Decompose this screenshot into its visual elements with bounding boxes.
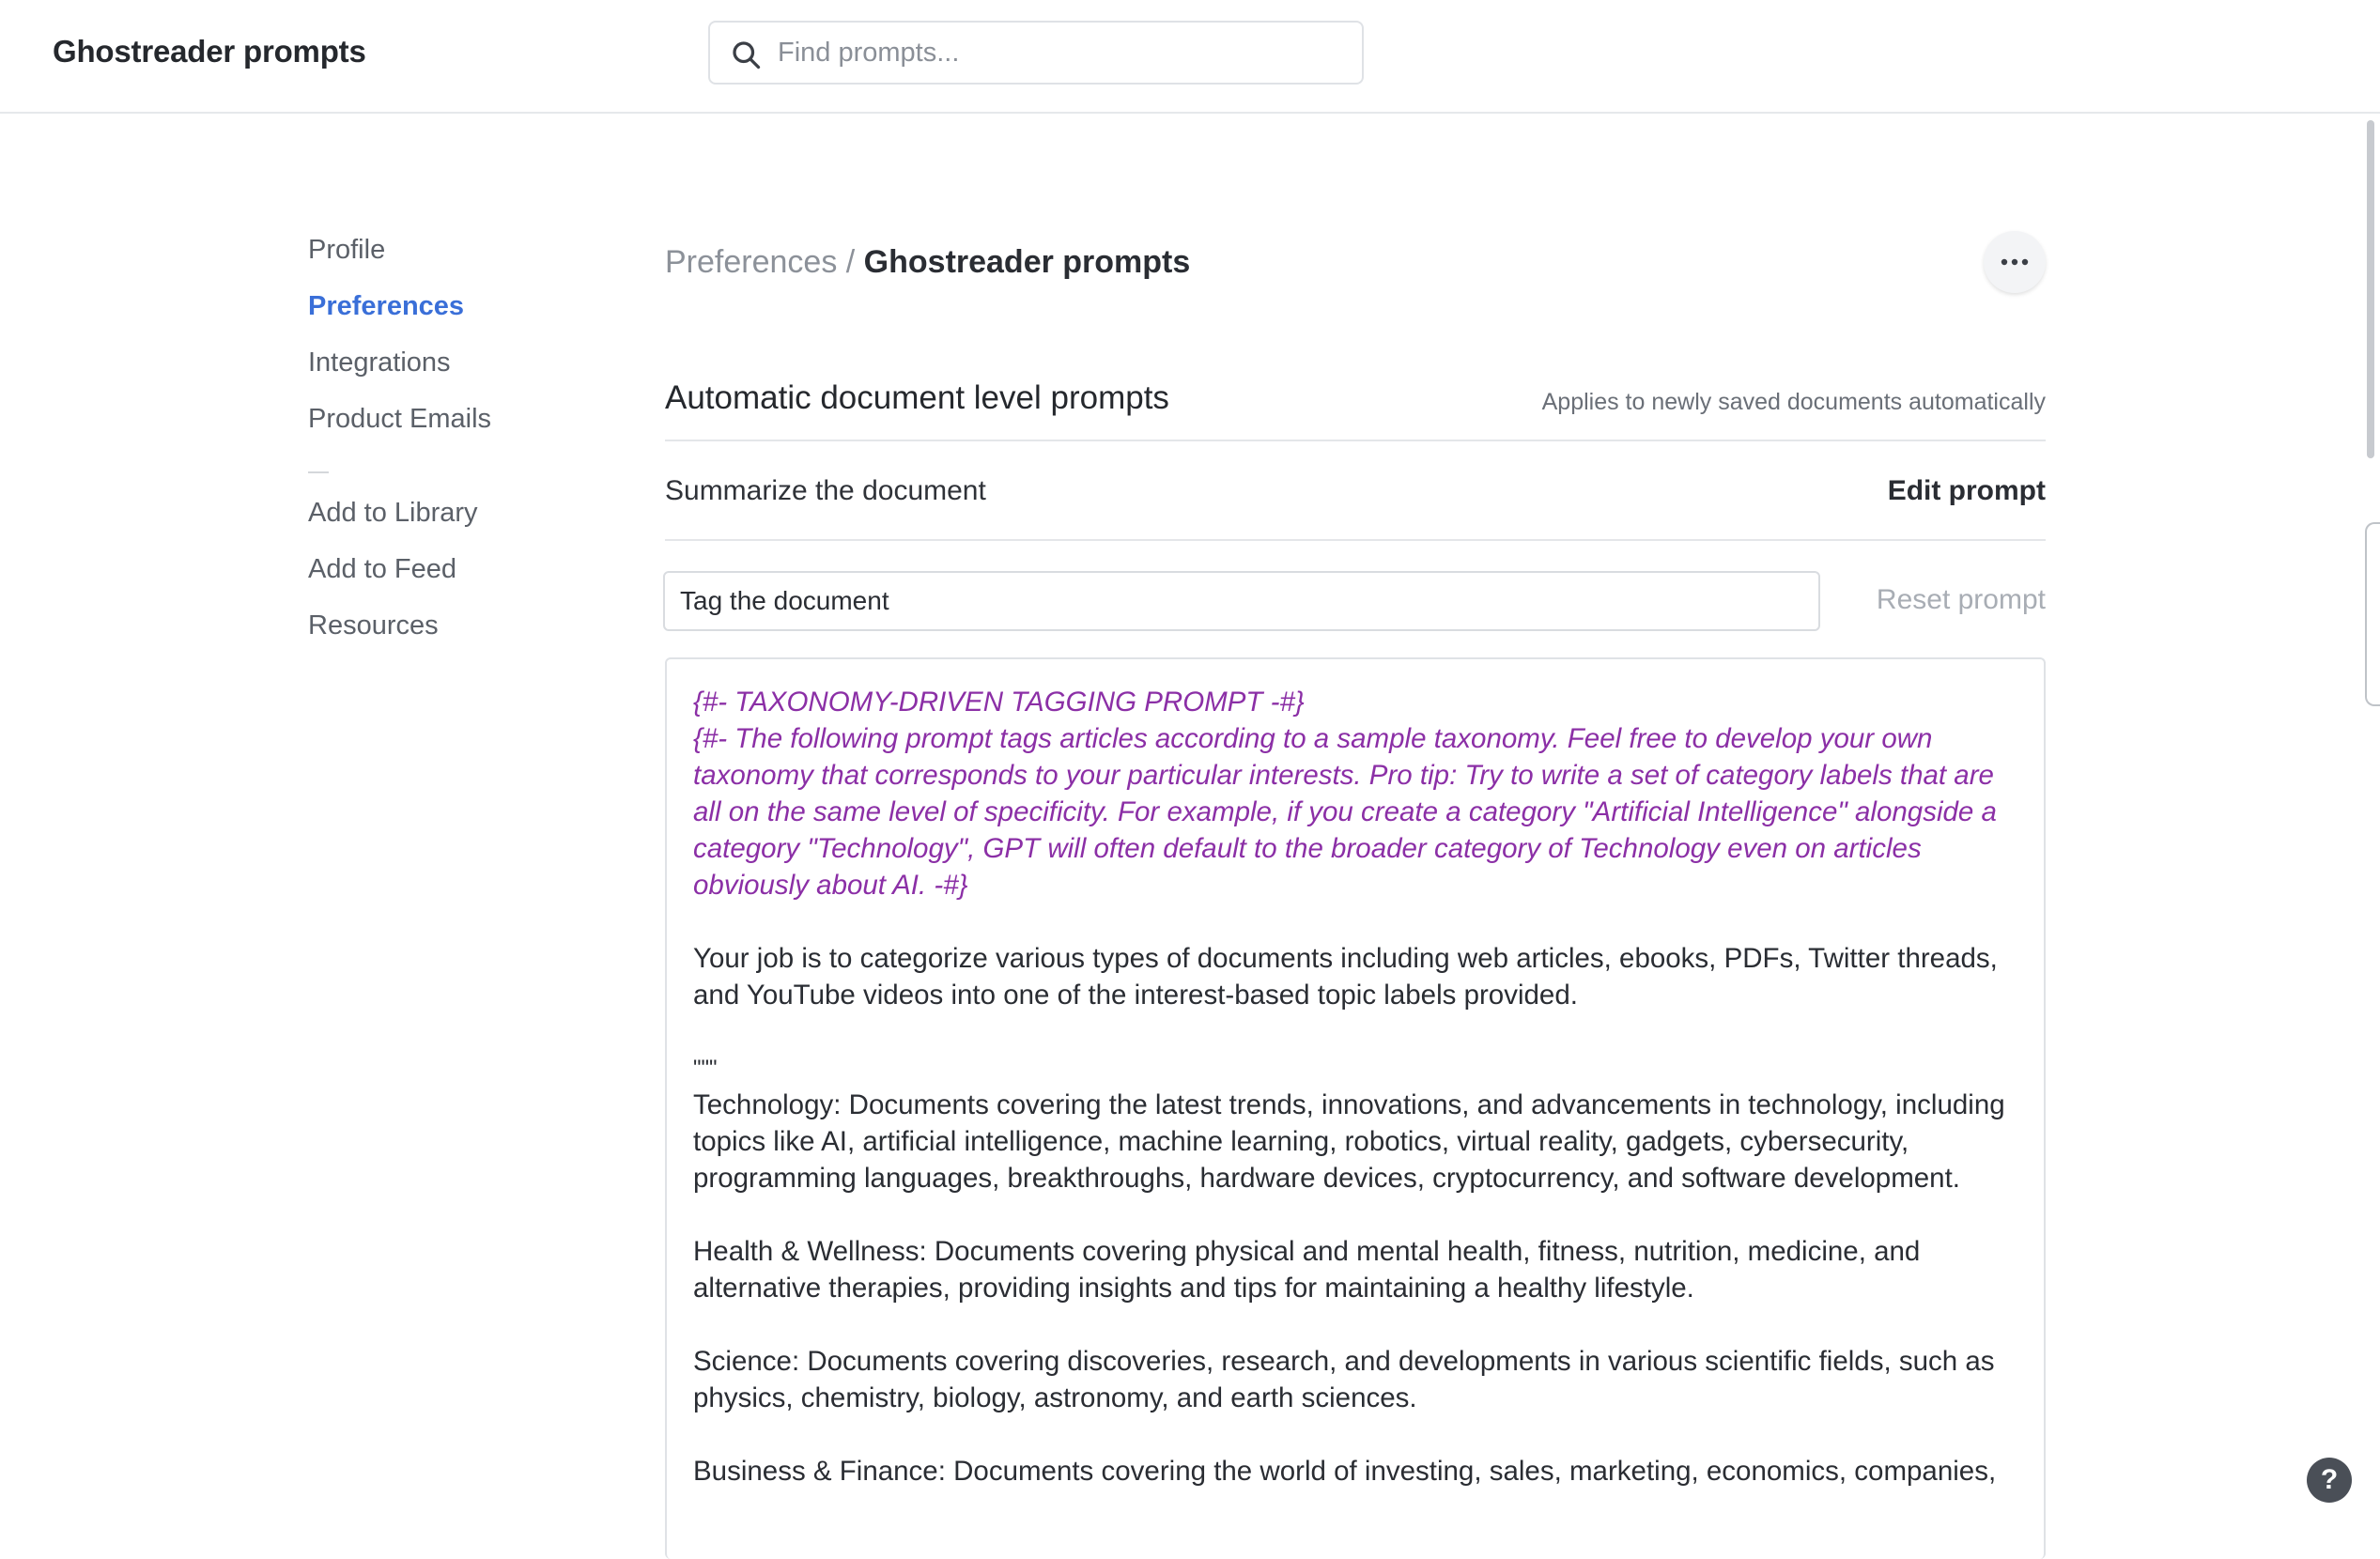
editor-comment-line: {#- TAXONOMY-DRIVEN TAGGING PROMPT -#}: [693, 687, 1305, 718]
reset-prompt-button[interactable]: Reset prompt: [1876, 584, 2046, 615]
edit-prompt-button[interactable]: Edit prompt: [1887, 475, 2046, 506]
sidebar-item-product-emails[interactable]: Product Emails: [308, 404, 492, 434]
editor-category-text: Health & Wellness: Documents covering physical and mental health, fitness, nutrition, medicine, and alternative therapies, providing insights and tips for maintaining a healthy lifestyle.: [693, 1236, 1921, 1304]
app-title: Ghostreader prompts: [53, 34, 366, 69]
sidebar-item-resources[interactable]: Resources: [308, 610, 439, 641]
sidebar-divider: [308, 471, 329, 473]
more-horizontal-icon: [2001, 258, 2029, 266]
row-divider: [665, 539, 2046, 541]
breadcrumb-parent[interactable]: Preferences: [665, 244, 838, 280]
editor-comment-line: {#- The following prompt tags articles according to a sample taxonomy. Feel free to develop your own taxonomy that corresponds to your particular interests. Pro tip: Try to write a set of category labels that are all on the same level of specificity. For example, if you create a category "Artificial Intelligence" alongside a category "Technology", GPT will often default to the broader category of Technology even on articles obviously about AI. -#}: [693, 723, 1997, 901]
sidebar-item-profile[interactable]: Profile: [308, 235, 386, 265]
editor-category-text: Science: Documents covering discoveries, research, and developments in various scientific fields, such as physics, chemistry, biology, astronomy, and earth sciences.: [693, 1346, 1995, 1413]
prompt-name-input[interactable]: [663, 571, 1820, 631]
search-input[interactable]: [778, 23, 1351, 83]
summarize-prompt-label: Summarize the document: [665, 475, 986, 506]
editor-category-text: Business & Finance: Documents covering the world of investing, sales, marketing, economics, companies,: [693, 1456, 1997, 1487]
search-box[interactable]: [708, 21, 1364, 85]
top-bar: [0, 0, 2380, 114]
sidebar-item-add-to-library[interactable]: Add to Library: [308, 498, 478, 528]
help-icon: ?: [2320, 1464, 2339, 1495]
prompt-editor[interactable]: [665, 657, 2046, 1559]
page-title: Ghostreader prompts: [863, 244, 1191, 280]
section-title: Automatic document level prompts: [665, 379, 1169, 416]
sidebar-item-add-to-feed[interactable]: Add to Feed: [308, 554, 456, 584]
breadcrumb: [665, 244, 1190, 281]
section-divider: [665, 440, 2046, 441]
breadcrumb-separator: /: [837, 244, 864, 280]
sidebar-item-preferences[interactable]: Preferences: [308, 291, 465, 321]
editor-intro-text: Your job is to categorize various types of documents including web articles, ebooks, PDFs, Twitter threads, and YouTube videos into one of the interest-based topic labels provided.: [693, 943, 1998, 1011]
search-icon: [729, 38, 763, 71]
section-note: Applies to newly saved documents automatically: [1541, 389, 2046, 415]
help-button[interactable]: [2307, 1458, 2352, 1503]
side-panel-tab[interactable]: [2365, 522, 2380, 706]
more-options-button[interactable]: [1984, 231, 2046, 293]
editor-quote-delimiter: """: [693, 1056, 718, 1081]
editor-category-text: Technology: Documents covering the latest trends, innovations, and advancements in technology, including topics like AI, artificial intelligence, machine learning, robotics, virtual reality, gadgets, cybersecurity, programming languages, breakthroughs, hardware devices, cryptocurrency, and software development.: [693, 1089, 2005, 1194]
sidebar-item-integrations[interactable]: Integrations: [308, 347, 451, 378]
page-scrollbar[interactable]: [2367, 120, 2374, 458]
